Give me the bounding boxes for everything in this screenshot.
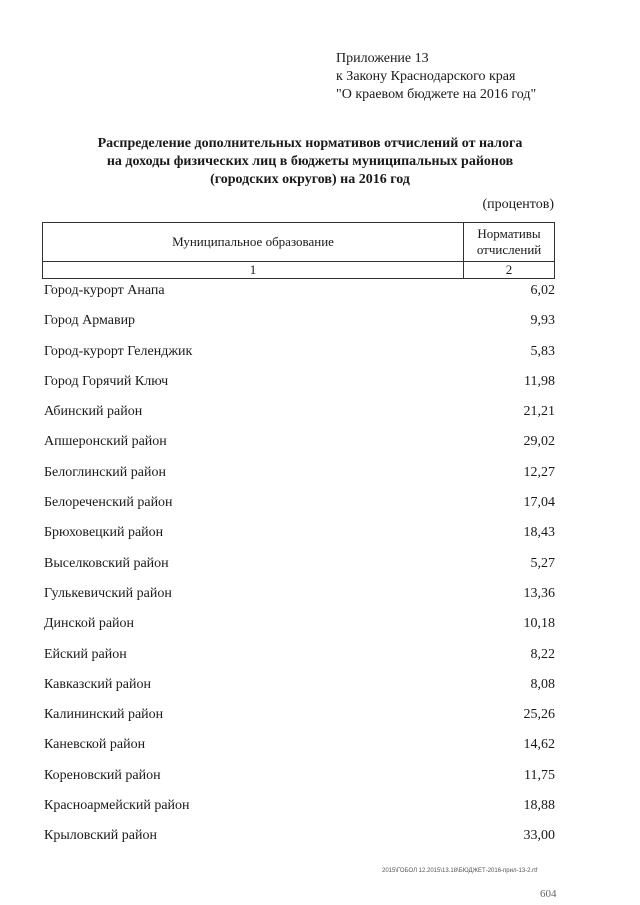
table-row xyxy=(44,676,556,706)
row-name: Каневской район xyxy=(44,737,146,753)
row-name: Динской район xyxy=(44,616,135,632)
row-value: 18,88 xyxy=(523,798,555,814)
row-value: 29,02 xyxy=(523,434,555,450)
table-row xyxy=(44,585,556,615)
units-label: (процентов) xyxy=(482,197,554,212)
row-value: 9,93 xyxy=(530,313,555,329)
row-name: Абинский район xyxy=(44,404,143,420)
row-name: Брюховецкий район xyxy=(44,525,164,541)
header-municipality: Муниципальное образование xyxy=(43,223,464,262)
table-header xyxy=(42,222,555,279)
row-value: 8,08 xyxy=(530,676,555,692)
row-value: 5,83 xyxy=(530,343,555,359)
table-row xyxy=(44,524,556,554)
row-value: 17,04 xyxy=(523,495,555,511)
table-row xyxy=(44,282,556,312)
row-value: 12,27 xyxy=(523,464,555,480)
row-name: Белореченский район xyxy=(44,495,173,511)
table-row xyxy=(44,403,556,433)
header-rates xyxy=(464,223,555,262)
row-name: Город-курорт Анапа xyxy=(44,283,165,298)
table-row xyxy=(44,343,556,373)
row-value: 33,00 xyxy=(523,828,555,844)
title-line-3: (городских округов) на 2016 год xyxy=(210,172,410,187)
table-row xyxy=(44,827,556,857)
row-name: Город Горячий Ключ xyxy=(44,373,169,389)
table-row xyxy=(44,797,556,827)
table-row xyxy=(44,555,556,585)
row-name: Белоглинский район xyxy=(44,464,166,480)
document-title xyxy=(40,135,580,189)
row-name: Город-курорт Геленджик xyxy=(44,343,193,359)
appendix-line-1: Приложение 13 xyxy=(336,51,429,66)
row-value: 8,22 xyxy=(530,646,555,662)
row-name: Выселковский район xyxy=(44,555,169,571)
appendix-line-3: "О краевом бюджете на 2016 год" xyxy=(336,87,537,102)
table-body xyxy=(44,282,556,858)
header-col-number-1: 1 xyxy=(43,262,464,279)
row-value: 18,43 xyxy=(523,525,555,541)
row-name: Ейский район xyxy=(44,646,127,662)
title-line-1: Распределение дополнительных нормативов отчислений от налога xyxy=(97,136,523,151)
row-value: 13,36 xyxy=(523,585,555,601)
table-row xyxy=(44,706,556,736)
title-line-2: на доходы физических лиц в бюджеты муниципальных районов xyxy=(106,154,514,169)
appendix-line-2: к Закону Краснодарского края xyxy=(336,69,516,84)
header-col-number-2: 2 xyxy=(464,262,555,279)
table-row xyxy=(44,767,556,797)
table-row xyxy=(44,464,556,494)
appendix-reference xyxy=(336,50,626,104)
table-row xyxy=(44,736,556,766)
header-rates-line-1: Нормативы xyxy=(477,226,541,241)
table-row xyxy=(44,312,556,342)
row-value: 11,98 xyxy=(524,373,555,389)
row-value: 11,75 xyxy=(524,767,555,783)
file-path-footer: 2015\ГОБОЛ 12.2015\13.18\БЮДЖЕТ-2016-прил-13-2.rtf xyxy=(382,868,538,874)
header-rates-line-2: отчислений xyxy=(476,242,542,257)
row-value: 5,27 xyxy=(530,555,555,571)
row-name: Красноармейский район xyxy=(44,798,190,814)
row-value: 21,21 xyxy=(523,404,555,420)
row-value: 25,26 xyxy=(523,707,555,723)
row-name: Апшеронский район xyxy=(44,434,167,450)
table-row xyxy=(44,373,556,403)
table-row xyxy=(44,615,556,645)
row-value: 14,62 xyxy=(523,737,555,753)
table-row xyxy=(44,433,556,463)
row-value: 6,02 xyxy=(530,283,555,298)
table-row xyxy=(44,494,556,524)
row-name: Калининский район xyxy=(44,707,164,723)
row-value: 10,18 xyxy=(523,616,555,632)
row-name: Гулькевичский район xyxy=(44,585,172,601)
page-number: 604 xyxy=(540,888,557,900)
row-name: Город Армавир xyxy=(44,313,136,329)
table-row xyxy=(44,646,556,676)
row-name: Крыловский район xyxy=(44,828,157,844)
row-name: Кореновский район xyxy=(44,767,161,783)
row-name: Кавказский район xyxy=(44,676,152,692)
